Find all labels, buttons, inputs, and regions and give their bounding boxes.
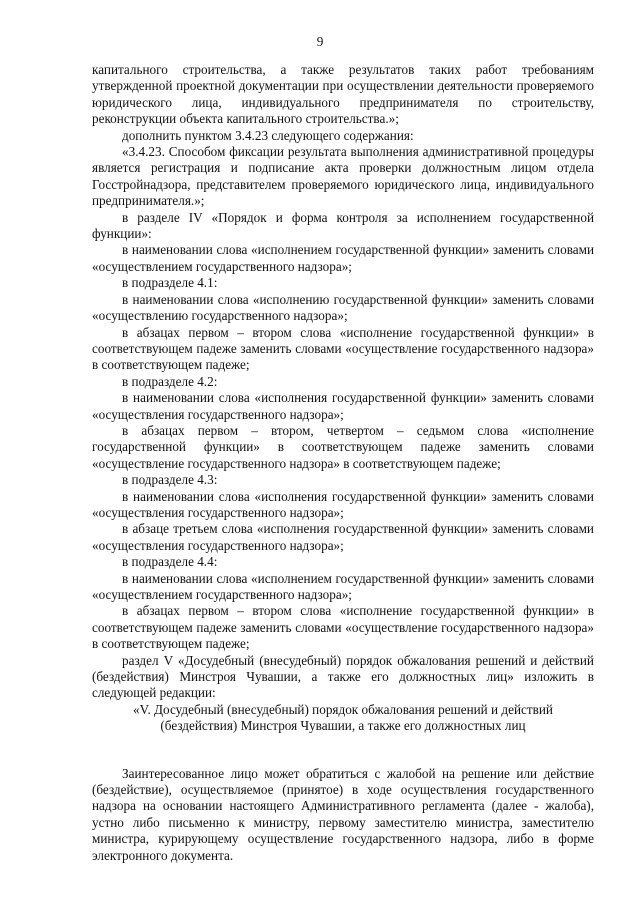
- paragraph-10: в наименовании слова «исполнения государственной функции» заменить словами «осуществления государственного надзора»;: [92, 390, 594, 422]
- page-number: 9: [316, 34, 324, 49]
- paragraph-16: в наименовании слова «исполнением государственной функции» заменить словами «осуществлением государственного надзора»;: [92, 570, 594, 602]
- paragraph-8: в абзацах первом – втором слова «исполнение государственной функции» в соответствующем падеже заменить словами «осуществление государственного надзора» в соответствующем падеже;: [92, 324, 594, 373]
- paragraph-18: раздел V «Досудебный (внесудебный) порядок обжалования решений и действий (бездействия) Минстроя Чувашии, а также его должностных лиц» изложить в следующей редакции:: [92, 652, 594, 701]
- paragraph-13: в наименовании слова «исполнения государственной функции» заменить словами «осуществления государственного надзора»;: [92, 488, 594, 520]
- paragraph-17: в абзацах первом – втором слова «исполнение государственной функции» в соответствующем падеже заменить словами «осуществление государственного надзора» в соответствующем падеже;: [92, 603, 594, 652]
- paragraph-15: в подразделе 4.4:: [122, 554, 218, 570]
- paragraph-2: дополнить пунктом 3.4.23 следующего содержания:: [122, 127, 414, 143]
- section-heading-line-1: «V. Досудебный (внесудебный) порядок обжалования решений и действий: [133, 701, 553, 717]
- section-heading-line-2: (бездействия) Минстроя Чувашии, а также его должностных лиц: [160, 718, 526, 734]
- paragraph-3: «3.4.23. Способом фиксации результата выполнения административной процедуры является регистрация и подписание акта проверки должностным лицом отдела Госстройнадзора, представителем проверяемого юридического лица, индивидуального предпринимателя.»;: [92, 144, 594, 209]
- document-body: [92, 62, 594, 864]
- spacer: [92, 735, 594, 766]
- final-paragraph: Заинтересованное лицо может обратиться с жалобой на решение или действие (бездействие), осуществляемое (принятое) в ходе осуществления государственного надзора на основании настоящего Административного регламента (далее - жалоба), устно либо письменно к министру, первому заместителю министра, заместителю министра, курирующему осуществление государственного надзора, либо в форме электронного документа.: [92, 765, 594, 863]
- paragraph-12: в подразделе 4.3:: [122, 472, 218, 488]
- paragraph-1: капитального строительства, а также результатов таких работ требованиям утвержденной проектной документации при осуществлении деятельности проверяемого юридического лица, индивидуального предпринимателя по строительству, реконструкции объекта капитального строительства.»;: [92, 62, 594, 127]
- paragraph-14: в абзаце третьем слова «исполнения государственной функции» заменить словами «осуществления государственного надзора»;: [92, 521, 594, 553]
- paragraph-4: в разделе IV «Порядок и форма контроля за исполнением государственной функции»:: [92, 209, 594, 242]
- paragraph-11: в абзацах первом – втором, четвертом – седьмом слова «исполнение государственной функции» в соответствующем падеже заменить словами «осуществление государственного надзора» в соответствующем падеже;: [92, 422, 594, 471]
- paragraph-6: в подразделе 4.1:: [122, 275, 218, 291]
- paragraph-9: в подразделе 4.2:: [122, 373, 218, 389]
- paragraph-7: в наименовании слова «исполнению государственной функции» заменить словами «осуществлению государственного надзора»;: [92, 291, 594, 324]
- paragraph-5: в наименовании слова «исполнением государственной функции» заменить словами «осуществлением государственного надзора»;: [92, 242, 594, 274]
